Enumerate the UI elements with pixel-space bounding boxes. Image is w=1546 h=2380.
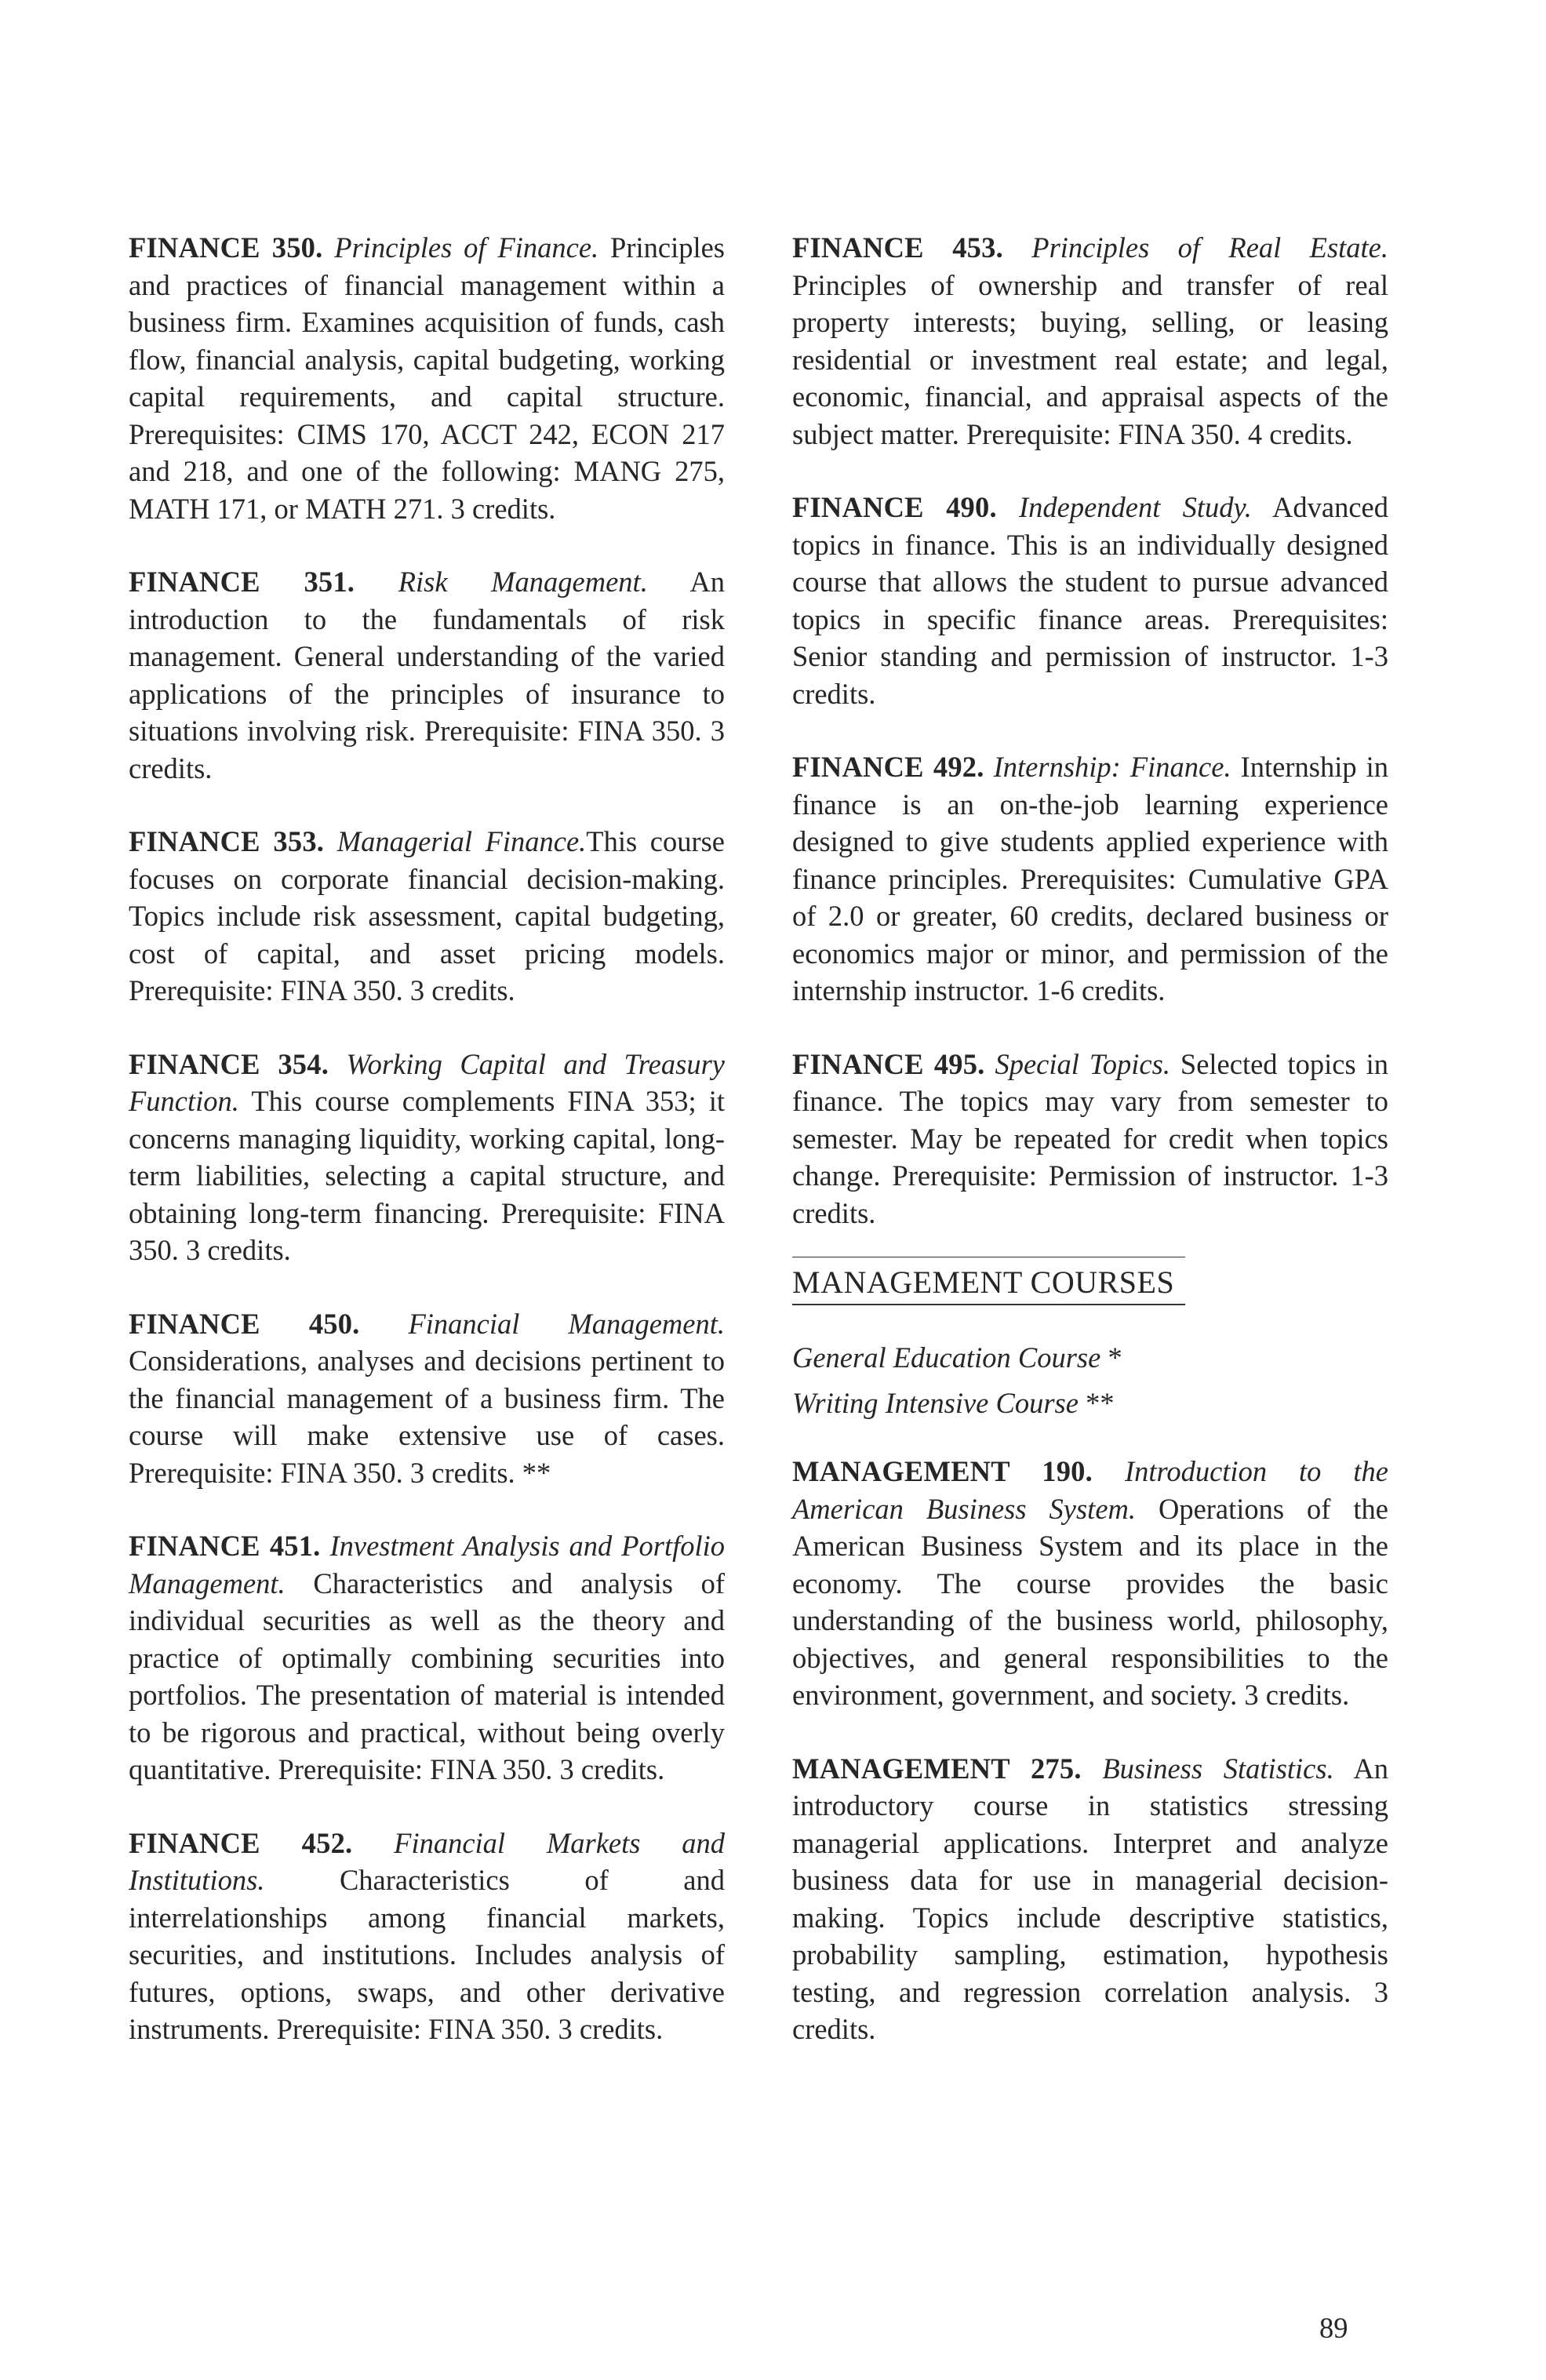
course-entry-fina-450: [129, 1305, 725, 1492]
course-code: FINANCE 451.: [129, 1530, 321, 1562]
course-title: Financial Management.: [408, 1307, 725, 1340]
course-entry-fina-452: [129, 1825, 725, 2048]
course-description: Principles of ownership and transfer of real property interests; buying, selling, or leasing residential or investment real estate; and legal, economic, financial, and appraisal aspects of the subject matter. Prerequisite: FINA 350. 4 credits.: [792, 268, 1388, 450]
legend-label: General Education Course: [792, 1341, 1101, 1374]
course-entry-fina-490: [792, 489, 1388, 712]
course-title: Introduction to the American Business System.: [792, 1455, 1388, 1525]
course-description: Advanced topics in finance. This is an individually designed course that allows the student to pursue advanced topics in specific finance areas. Prerequisites: Senior standing and permission of instructor. 1-3 credits.: [792, 491, 1388, 710]
course-description: An introduction to the fundamentals of risk management. General understanding of the varied applications of the principles of insurance to situations involving risk. Prerequisite: FINA 350. 3 credits.: [129, 566, 725, 784]
course-title: Special Topics.: [995, 1047, 1170, 1080]
course-code: FINANCE 353.: [129, 825, 325, 857]
course-title: Internship: Finance.: [993, 751, 1231, 783]
course-title: Principles of Finance.: [334, 231, 599, 264]
course-code: FINANCE 453.: [792, 231, 1003, 264]
course-entry-fina-492: [792, 748, 1388, 1010]
course-entry-fina-451: [129, 1527, 725, 1789]
course-code: FINANCE 354.: [129, 1047, 329, 1080]
page-number: 89: [1319, 2312, 1348, 2344]
course-entry-mang-275: [792, 1750, 1388, 2048]
course-title: Financial Markets and Institutions.: [129, 1826, 726, 1896]
legend-writing-intensive: [792, 1381, 1388, 1426]
right-column: [792, 229, 1388, 2084]
course-title: Principles of Real Estate.: [1031, 231, 1389, 264]
course-title: Business Statistics.: [1102, 1752, 1334, 1785]
course-description: Characteristics and analysis of individual securities as well as the theory and practice of optimally combining securities into portfolios. The presentation of material is intended to be rigorous and practical, without being overly quantitative. Prerequisite: FINA 350. 3 credits.: [129, 1567, 726, 1785]
course-code: MANAGEMENT 275.: [792, 1752, 1082, 1785]
course-title: Risk Management.: [398, 566, 648, 598]
course-description: Internship in finance is an on-the-job learning experience designed to give students applied experience with finance principles. Prerequisites: Cumulative GPA of 2.0 or greater, 60 credits, declared business or economics major or minor, and permission of the internship instructor. 1-6 credits.: [792, 751, 1389, 1006]
course-entry-fina-351: [129, 563, 725, 787]
course-description: Characteristics of and interrelationships among financial markets, securities, and institutions. Includes analysis of futures, options, swaps, and other derivative instruments. Prerequisite: FINA 350. 3 credits.: [129, 1864, 726, 2045]
course-entry-fina-495: [792, 1046, 1388, 1232]
course-code: FINANCE 450.: [129, 1307, 360, 1340]
course-entry-mang-190: [792, 1453, 1388, 1714]
course-code: FINANCE 490.: [792, 491, 997, 523]
course-code: FINANCE 495.: [792, 1047, 985, 1080]
course-description: Selected topics in finance. The topics may vary from semester to semester. May be repeated for credit when topics change. Prerequisite: Permission of instructor. 1-3 credits.: [792, 1047, 1389, 1229]
course-description: This course complements FINA 353; it concerns managing liquidity, working capital, long-term liabilities, selecting a capital structure, and obtaining long-term financing. Prerequisite: FINA 350. 3 credits.: [129, 1085, 725, 1266]
course-code: FINANCE 492.: [792, 751, 984, 783]
course-entry-fina-453: [792, 229, 1388, 453]
course-description: Principles and practices of financial management within a business firm. Examines acquisition of funds, cash flow, financial analysis, capital budgeting, working capital requirements, and capital structure. Prerequisites: CIMS 170, ACCT 242, ECON 217 and 218, and one of the following: MANG 275, MATH 171, or MATH 271. 3 credits.: [129, 231, 726, 525]
course-description: Considerations, analyses and decisions pertinent to the financial management of a business firm. The course will make extensive use of cases. Prerequisite: FINA 350. 3 credits. **: [129, 1345, 725, 1489]
course-description: Operations of the American Business System and its place in the economy. The course provides the basic understanding of the business world, philosophy, objectives, and general responsibilities to the environment, government, and society. 3 credits.: [792, 1492, 1388, 1711]
course-description: An introductory course in statistics stressing managerial applications. Interpret and analyze business data for use in managerial decision-making. Topics include descriptive statistics, probability sampling, estimation, hypothesis testing, and regression correlation analysis. 3 credits.: [792, 1752, 1388, 2045]
legend-mark: *: [1108, 1341, 1122, 1374]
course-title: Working Capital and Treasury Function.: [129, 1047, 725, 1117]
course-title: Managerial Finance.: [336, 825, 587, 857]
left-column: [129, 229, 725, 2084]
course-entry-fina-354: [129, 1046, 725, 1269]
course-title: Investment Analysis and Portfolio Management.: [129, 1530, 726, 1599]
section-heading-management-courses: MANAGEMENT COURSES: [792, 1257, 1185, 1305]
course-code: FINANCE 452.: [129, 1826, 353, 1859]
legend-mark: **: [1086, 1387, 1115, 1419]
legend-general-education: [792, 1335, 1388, 1381]
course-code: FINANCE 350.: [129, 231, 323, 264]
course-description: This course focuses on corporate financial decision-making. Topics include risk assessment, capital budgeting, cost of capital, and asset pricing models. Prerequisite: FINA 350. 3 credits.: [129, 825, 726, 1006]
legend-label: Writing Intensive Course: [792, 1387, 1079, 1419]
course-entry-fina-353: [129, 823, 725, 1010]
course-legend: [792, 1335, 1388, 1426]
course-entry-fina-350: [129, 229, 725, 527]
course-code: FINANCE 351.: [129, 566, 355, 598]
course-title: Independent Study.: [1019, 491, 1252, 523]
course-code: MANAGEMENT 190.: [792, 1455, 1093, 1487]
